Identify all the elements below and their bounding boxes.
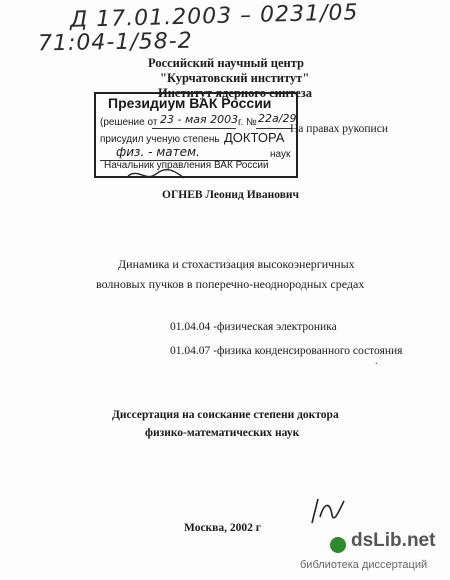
dot-mark: .: [375, 356, 378, 367]
stamp-degree: ДОКТОРА: [224, 130, 285, 145]
title-line-1: Динамика и стохастизация высокоэнергичных: [118, 257, 355, 271]
specialty-1: 01.04.04 -физическая электроника: [170, 321, 337, 333]
author-name: ОГНЕВ Леонид Иванович: [162, 189, 300, 201]
stamp-field-suffix: наук: [270, 149, 291, 160]
dslib-logo-icon: [330, 537, 346, 553]
stamp-decision-date: 23 - мая 2003: [160, 113, 239, 126]
handwritten-code: 71:04-1/58-2: [37, 28, 193, 57]
title-line-2: волновых пучков в поперечно-неоднородных средах: [96, 277, 365, 291]
stamp-title: Президиум ВАК России: [108, 95, 272, 111]
stamp-field: физ. - матем.: [116, 145, 200, 159]
institution-line-1: Российский научный центр: [148, 56, 304, 70]
dslib-logo-subtitle: библиотека диссертаций: [300, 559, 428, 571]
stamp-head: Начальник управления ВАК России: [104, 160, 269, 171]
stamp-number-prefix: г. №: [238, 117, 257, 128]
stamp-number-underline: [256, 128, 292, 129]
stamp-date-underline: [152, 128, 236, 129]
city-year: Москва, 2002 г: [184, 522, 261, 534]
dissertation-line-1: Диссертация на соискание степени доктора: [112, 409, 339, 421]
stamp-decision-number: 22а/29: [258, 112, 297, 125]
institution-line-2: "Курчатовский институт": [160, 71, 310, 85]
stamp-signature: [126, 166, 186, 184]
dslib-logo-text: dsLib.net: [351, 530, 436, 551]
author-signature: [308, 493, 348, 529]
handwritten-registry-number: Д 17.01.2003 – 0231/05: [69, 0, 359, 33]
stamp-decision-prefix: (решение от: [100, 117, 158, 128]
dissertation-line-2: физико-математических наук: [145, 427, 300, 439]
manuscript-note: На правах рукописи: [290, 123, 388, 135]
institution-line-3: Институт ядерного синтеза: [158, 86, 312, 100]
specialty-2: 01.04.07 -физика конденсированного состояния: [170, 345, 403, 357]
stamp-awarded: присудил ученую степень: [100, 134, 220, 145]
